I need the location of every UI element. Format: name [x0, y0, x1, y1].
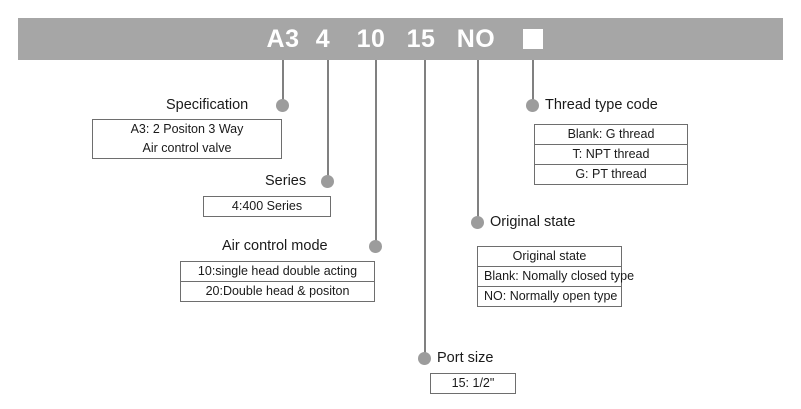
- label-air-control-mode: Air control mode: [222, 238, 328, 254]
- code-token-specification: A3: [266, 25, 300, 53]
- label-series: Series: [265, 173, 307, 189]
- box-air-control-mode: [180, 261, 375, 302]
- box-row: Original state: [512, 249, 587, 263]
- box-port-size: [430, 373, 516, 394]
- box-row: T: NPT thread: [535, 144, 687, 164]
- leader-line-series: [327, 60, 329, 180]
- code-token-air-control-mode: 10: [356, 25, 386, 53]
- leader-dot-port-size: [418, 352, 431, 365]
- box-row: 15: 1/2": [451, 376, 495, 390]
- code-token-port-size: 15: [406, 25, 436, 53]
- leader-dot-specification: [276, 99, 289, 112]
- box-row: 4:400 Series: [231, 199, 303, 213]
- leader-dot-original-state: [471, 216, 484, 229]
- box-series: [203, 196, 331, 217]
- leader-line-original-state: [477, 60, 479, 220]
- leader-dot-thread-type-code: [526, 99, 539, 112]
- leader-line-thread-type-code: [532, 60, 534, 104]
- box-thread-type-code: [534, 124, 688, 185]
- box-row: 10:single head double acting: [197, 264, 358, 278]
- box-row: Air control valve: [142, 141, 232, 155]
- leader-line-port-size: [424, 60, 426, 357]
- box-specification: [92, 119, 282, 159]
- box-original-state: [477, 246, 635, 307]
- box-row: G: PT thread: [535, 164, 687, 184]
- code-token-series: 4: [315, 25, 331, 53]
- leader-dot-air-control-mode: [369, 240, 382, 253]
- box-row: NO: Normally open type: [478, 286, 621, 306]
- box-row: Blank: G thread: [567, 127, 655, 141]
- label-specification: Specification: [166, 97, 249, 113]
- code-token-thread-type-placeholder: [523, 29, 543, 49]
- label-port-size: Port size: [437, 350, 494, 366]
- box-row: Blank: Nomally closed type: [478, 266, 621, 286]
- label-thread-type-code: Thread type code: [545, 97, 658, 113]
- label-original-state: Original state: [490, 214, 576, 230]
- code-bar: [18, 18, 783, 60]
- leader-line-air-control-mode: [375, 60, 377, 245]
- leader-line-specification: [282, 60, 284, 104]
- box-row: A3: 2 Positon 3 Way: [130, 122, 244, 136]
- code-token-original-state: NO: [456, 25, 496, 53]
- leader-dot-series: [321, 175, 334, 188]
- box-row: 20:Double head & positon: [181, 281, 374, 301]
